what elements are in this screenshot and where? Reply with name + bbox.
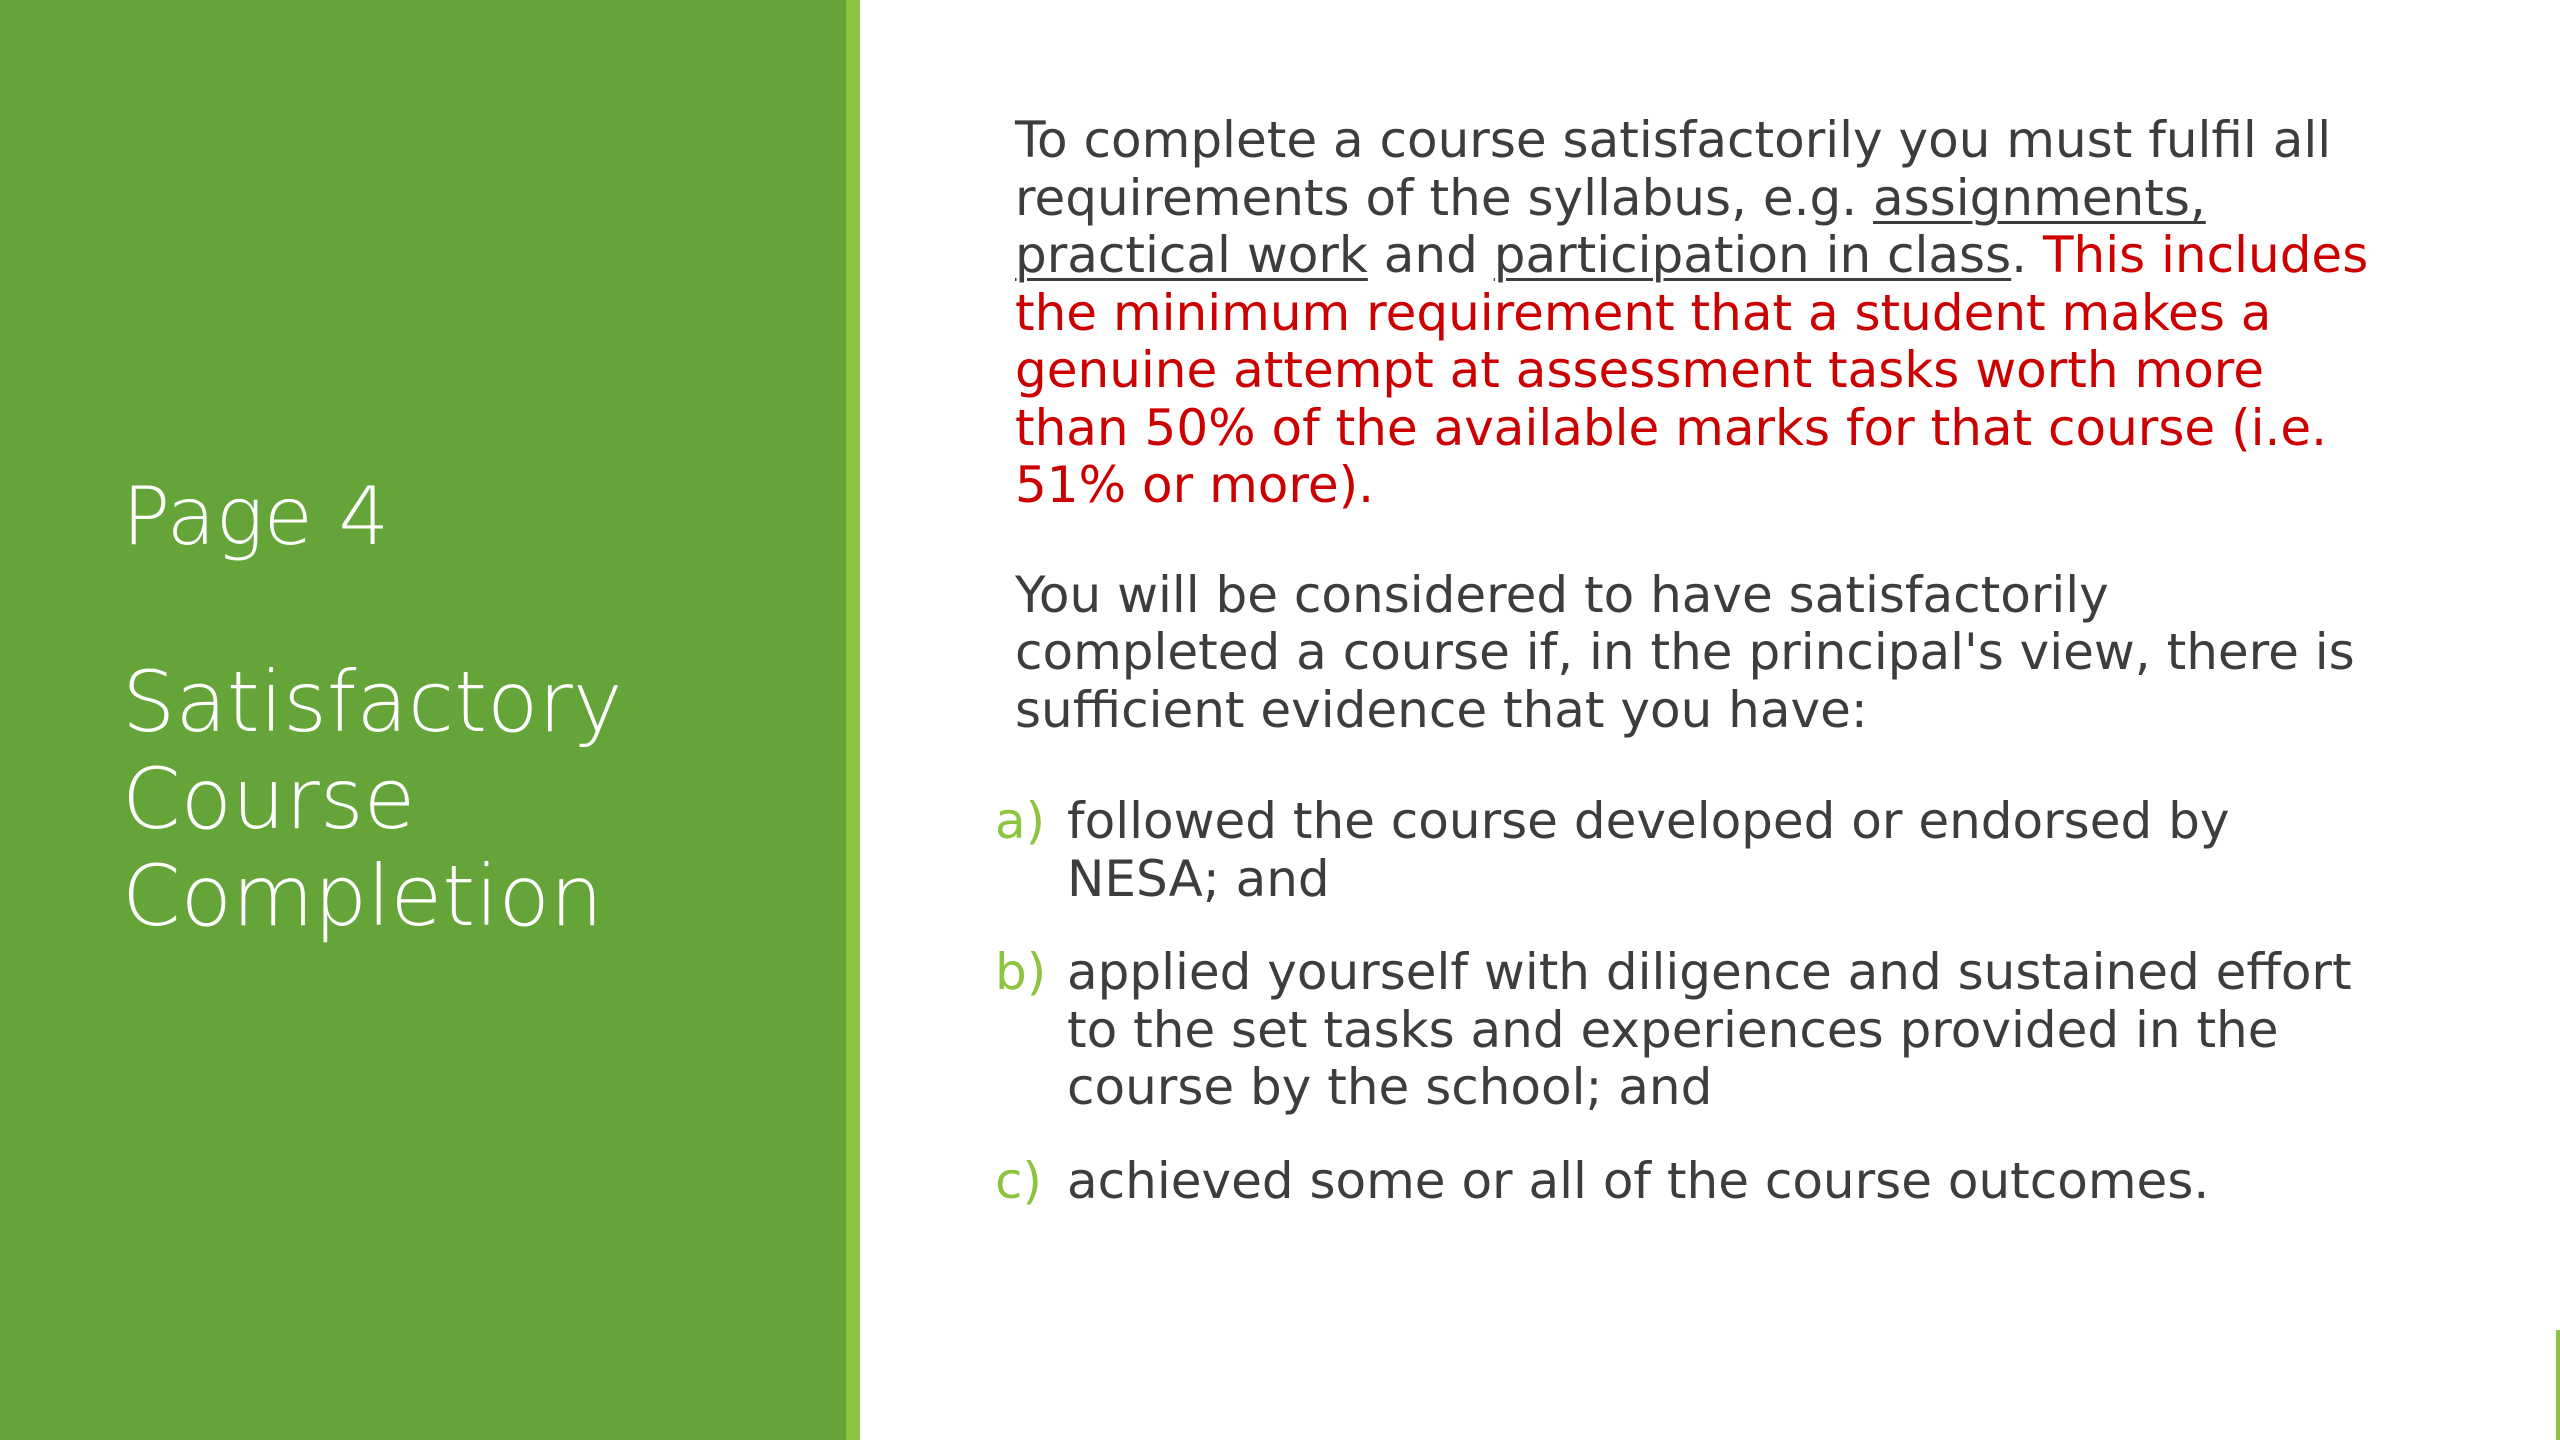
and-text: and [1367, 226, 1494, 284]
requirements-paragraph [1015, 112, 2375, 515]
requirements-intro: To complete a course satisfactorily you must fulfil all requirements of the syllabus, e.g. [1015, 111, 2332, 227]
participation-term: participation in class [1493, 226, 2012, 284]
title-line: Satisfactory [122, 653, 623, 751]
assignments-term: assignments, [1873, 168, 2206, 227]
list-marker: b) [995, 943, 1047, 1001]
title-panel [0, 0, 846, 1440]
slide-title [122, 462, 802, 945]
list-item [995, 792, 2375, 908]
sentence-end: . [2011, 226, 2043, 284]
title-line: Completion [122, 847, 604, 945]
list-item-text: achieved some or all of the course outcomes. [1067, 1151, 2210, 1210]
evidence-paragraph: You will be considered to have satisfactorily completed a course if, in the principal's view, there is sufficient evidence that you have: [1015, 565, 2355, 739]
list-item [995, 943, 2375, 1117]
slide-body [995, 111, 2375, 1210]
list-item-text: applied yourself with diligence and sustained effort to the set tasks and experiences provided in the course by the school; and [1067, 943, 2352, 1116]
list-item-text: followed the course developed or endorsed by NESA; and [1067, 792, 2230, 908]
criteria-list [995, 792, 2375, 1210]
practical-work-term: practical work [1015, 226, 1368, 284]
list-marker: c) [995, 1151, 1042, 1210]
page-label: Page 4 [122, 470, 390, 563]
accent-divider [846, 0, 860, 1440]
title-spacer [122, 572, 802, 654]
title-line: Course [122, 750, 416, 848]
list-marker: a) [995, 792, 1046, 850]
list-item [995, 1151, 2375, 1211]
corner-accent [2556, 1330, 2560, 1440]
minimum-requirement-text: This includes the minimum requirement that a student makes a genuine attempt at assessment tasks worth more than 50% of the available marks for that course (i.e. 51% or more). [1015, 226, 2369, 514]
